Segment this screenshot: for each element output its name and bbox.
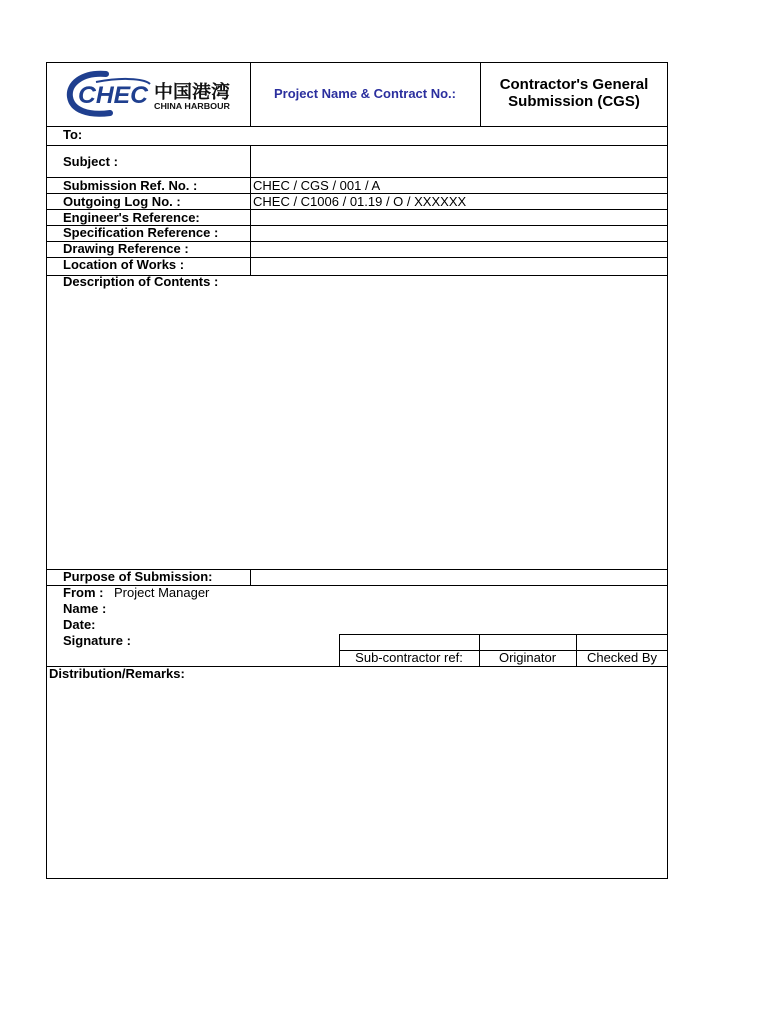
signature-label: Signature : <box>63 633 131 648</box>
form-title <box>480 76 668 110</box>
logo-english: CHINA HARBOUR <box>154 102 231 111</box>
submission-ref-label: Submission Ref. No. : <box>63 178 198 193</box>
engineer-ref-field[interactable] <box>251 210 667 225</box>
drawing-ref-field[interactable] <box>251 242 667 257</box>
location-label: Location of Works : <box>63 257 185 272</box>
sub-contractor-ref-field[interactable] <box>340 635 479 650</box>
distribution-label: Distribution/Remarks: <box>49 666 185 681</box>
form-title-line-2: Submission (CGS) <box>508 93 640 110</box>
originator-label: Originator <box>498 650 557 665</box>
form-title-line-1: Contractor's General <box>499 76 649 93</box>
logo-wordmark: CHEC <box>78 82 149 109</box>
drawing-ref-label: Drawing Reference : <box>63 241 189 256</box>
description-area[interactable] <box>47 290 667 568</box>
location-field[interactable] <box>251 258 667 274</box>
originator-field[interactable] <box>480 635 576 650</box>
distribution-area[interactable] <box>47 683 667 878</box>
outgoing-log-label: Outgoing Log No. : <box>63 194 181 209</box>
project-name-label: Project Name & Contract No.: <box>273 86 457 101</box>
date-label: Date: <box>63 617 96 632</box>
sub-contractor-ref-label: Sub-contractor ref: <box>355 650 463 665</box>
header-bottom-line <box>46 126 668 127</box>
spec-ref-label: Specification Reference : <box>63 225 219 240</box>
from-label: From : <box>63 585 104 600</box>
checked-by-field[interactable] <box>577 635 667 650</box>
spec-ref-field[interactable] <box>251 226 667 241</box>
logo-chinese: 中国港湾 <box>154 82 226 103</box>
name-label: Name : <box>63 601 107 616</box>
to-label: To: <box>63 127 83 142</box>
engineer-ref-label: Engineer's Reference: <box>63 210 200 225</box>
chec-logo-icon <box>66 70 236 118</box>
subject-field[interactable] <box>251 146 667 177</box>
purpose-label: Purpose of Submission: <box>63 569 213 584</box>
outgoing-log-value[interactable]: CHEC / C1006 / 01.19 / O / XXXXXX <box>253 194 467 209</box>
company-logo <box>66 70 236 118</box>
subject-label: Subject : <box>63 154 118 169</box>
checked-by-label: Checked By <box>586 650 658 665</box>
from-value[interactable]: Project Manager <box>114 585 210 600</box>
submission-ref-value[interactable]: CHEC / CGS / 001 / A <box>253 178 381 193</box>
purpose-field[interactable] <box>251 570 667 585</box>
description-label: Description of Contents : <box>63 274 219 289</box>
